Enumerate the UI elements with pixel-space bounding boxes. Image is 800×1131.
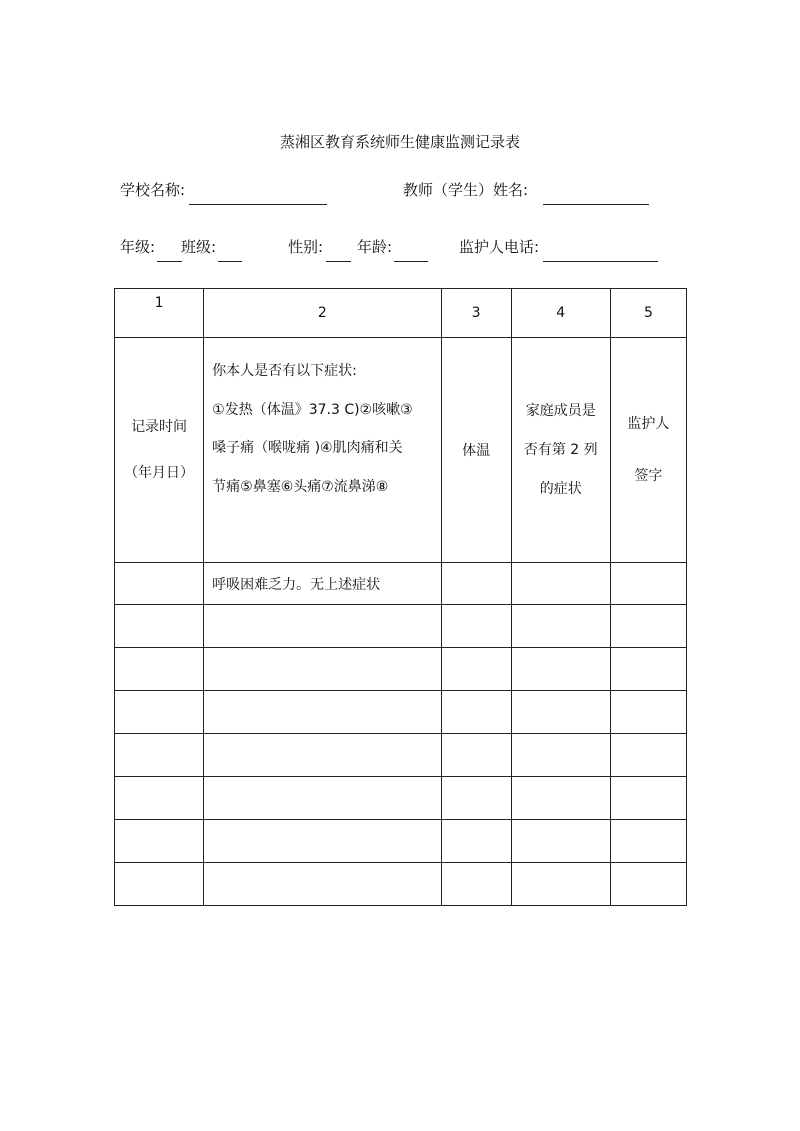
table-cell[interactable] [610, 605, 686, 648]
table-cell[interactable] [610, 777, 686, 820]
gender-label: 性别: [288, 238, 324, 256]
table-cell[interactable] [511, 691, 610, 734]
table-cell[interactable] [115, 863, 204, 906]
guardian-phone-field[interactable] [543, 261, 658, 262]
table-cell[interactable] [511, 563, 610, 605]
table-cell[interactable] [204, 777, 441, 820]
table-cell[interactable] [441, 863, 511, 906]
table-cell[interactable] [610, 863, 686, 906]
table-cell[interactable] [610, 648, 686, 691]
table-cell[interactable] [204, 863, 441, 906]
header-continuation-row [115, 563, 687, 605]
gender-field[interactable] [326, 261, 351, 262]
table-cell[interactable] [610, 691, 686, 734]
family-symptoms-header: 家庭成员是 否有第 2 列 的症状 [511, 338, 610, 563]
table-cell[interactable] [115, 777, 204, 820]
class-label: 班级: [181, 238, 217, 256]
symptoms-header-continuation: 呼吸困难乏力。无上述症状 [204, 563, 441, 605]
table-cell[interactable] [115, 734, 204, 777]
table-cell[interactable] [115, 691, 204, 734]
table-cell[interactable] [511, 734, 610, 777]
column-number: 3 [441, 289, 511, 338]
column-number: 4 [511, 289, 610, 338]
table-cell[interactable] [511, 820, 610, 863]
table-cell[interactable] [511, 605, 610, 648]
column-number: 1 [115, 289, 204, 338]
class-field[interactable] [218, 261, 242, 262]
guardian-phone-label: 监护人电话: [459, 238, 540, 256]
table-row [115, 691, 687, 734]
school-name-field[interactable] [189, 204, 327, 205]
table-cell[interactable] [441, 777, 511, 820]
grade-field[interactable] [157, 261, 182, 262]
table-cell[interactable] [115, 605, 204, 648]
symptoms-header: 你本人是否有以下症状: ①发热（体温》37.3 C)②咳嗽③ 嗓子痛（喉咙痛 )④肌肉痛和关 节痛⑤鼻塞⑥头痛⑦流鼻涕⑧ [204, 338, 441, 563]
table-cell[interactable] [204, 734, 441, 777]
table-cell[interactable] [204, 820, 441, 863]
table-row [115, 863, 687, 906]
table-cell[interactable] [511, 863, 610, 906]
table-cell[interactable] [441, 648, 511, 691]
table-cell[interactable] [204, 648, 441, 691]
column-number: 5 [610, 289, 686, 338]
table-cell[interactable] [441, 820, 511, 863]
table-cell[interactable] [610, 734, 686, 777]
table-cell[interactable] [511, 777, 610, 820]
temperature-header: 体温 [441, 338, 511, 563]
table-cell[interactable] [204, 691, 441, 734]
column-number: 2 [204, 289, 441, 338]
table-row [115, 820, 687, 863]
school-name-label: 学校名称: [120, 181, 186, 199]
table-row [115, 605, 687, 648]
page-title: 蒸湘区教育系统师生健康监测记录表 [279, 133, 520, 151]
table-row [115, 777, 687, 820]
guardian-signature-header: 监护人 签字 [610, 338, 686, 563]
table-cell[interactable] [441, 605, 511, 648]
table-cell[interactable] [441, 563, 511, 605]
grade-label: 年级: [120, 238, 156, 256]
column-header-row [115, 338, 687, 563]
table-cell[interactable] [610, 820, 686, 863]
table-cell[interactable] [511, 648, 610, 691]
age-field[interactable] [394, 261, 428, 262]
table-cell[interactable] [115, 648, 204, 691]
column-number-row [115, 289, 687, 338]
age-label: 年龄: [357, 238, 393, 256]
record-time-header: 记录时间 （年月日） [115, 338, 204, 563]
teacher-student-name-label: 教师（学生）姓名: [403, 181, 529, 199]
table-row [115, 648, 687, 691]
table-row [115, 734, 687, 777]
table-cell[interactable] [115, 820, 204, 863]
table-cell[interactable] [610, 563, 686, 605]
table-cell[interactable] [441, 691, 511, 734]
table-cell[interactable] [115, 563, 204, 605]
health-record-table [114, 288, 687, 906]
table-cell[interactable] [204, 605, 441, 648]
table-cell[interactable] [441, 734, 511, 777]
teacher-student-name-field[interactable] [543, 204, 649, 205]
